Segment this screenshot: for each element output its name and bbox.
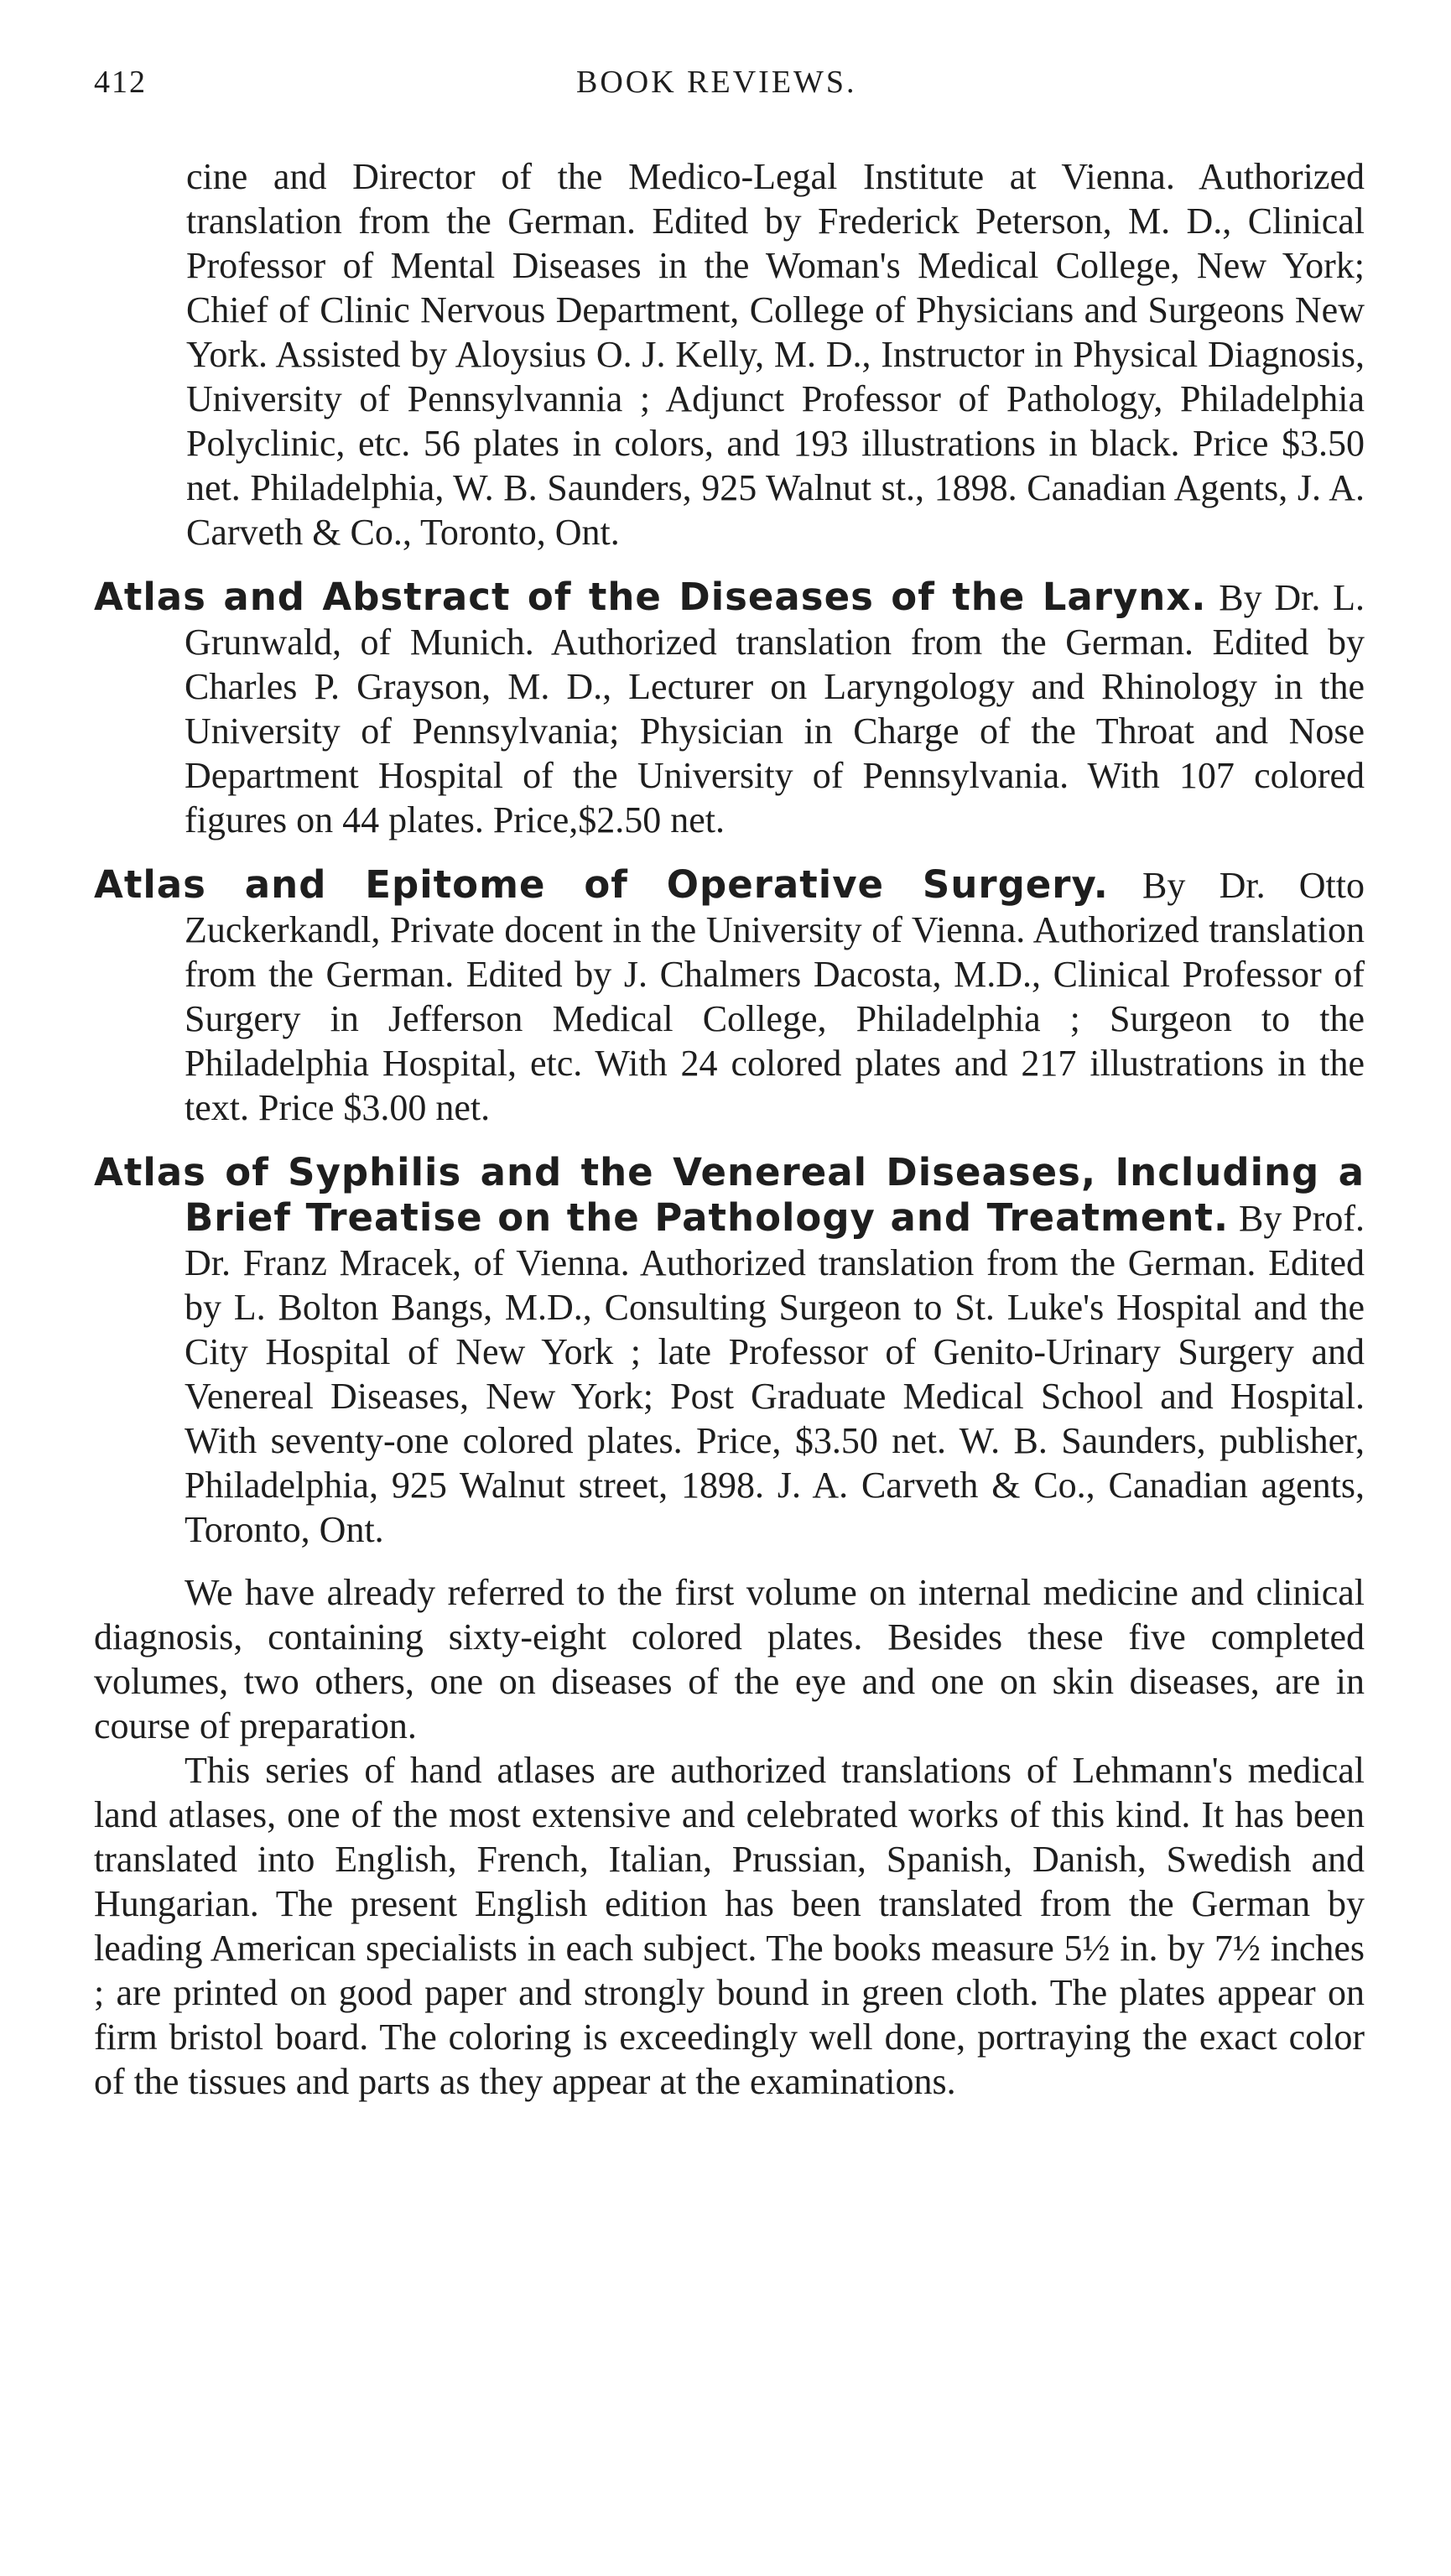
review-paragraph: This series of hand atlases are authorized translations of Lehmann's medical land atlases, one of the most extensive and celebrated works of this kind. It has been translated into English, French, Italian, Prussian, Spanish, Danish, Swedish and Hungarian. The present English edition has been translated from the German by leading American specialists in each subject. The books measure 5½ in. by 7½ inches ; are printed on good paper and strongly bound in green cloth. The plates appear on firm bristol board. The coloring is exceedingly well done, portraying the exact color of the tissues and parts as they appear at the examinations. [94,1750,1365,2102]
review-paragraph: We have already referred to the first volume on internal medicine and clinical diagnosis, containing sixty-eight colored plates. Besides these five completed volumes, two others, one on diseases of the eye and one on skin diseases, are in course of preparation. [94,1572,1365,1746]
page-number: 412 [94,65,147,100]
page-header [94,64,1369,114]
entry-text: By Prof. Dr. Franz Mracek, of Vienna. Authorized translation from the German. Edited by L. Bolton Bangs, M.D., Consulting Surgeon to St. Luke's Hospital and the City Hospital of New York ; late Professor of Genito-Urinary Surgery and Venereal Diseases, New York; Post Graduate Medical School and Hospital. With seventy-one colored plates. Price, $3.50 net. W. B. Saunders, publisher, Philadelphia, 925 Walnut street, 1898. J. A. Carveth & Co., Canadian agents, Toronto, Ont. [185,1198,1365,1550]
entry-title: Atlas and Epitome of Operative Surgery. [94,862,1109,907]
page-body [94,154,1365,2104]
entry-title: Atlas of Syphilis and the Venereal Diseases, Including a Brief Treatise on the Pathology and Treatment. [94,1150,1365,1240]
continued-entry-text: cine and Director of the Medico-Legal Institute at Vienna. Authorized translation from the German. Edited by Frederick Peterson, M. D., Clinical Professor of Mental Diseases in the Woman's Medical College, New York; Chief of Clinic Nervous Department, College of Physicians and Surgeons New York. Assisted by Aloysius O. J. Kelly, M. D., Instructor in Physical Diagnosis, University of Pennsylvannia ; Adjunct Professor of Pathology, Philadelphia Polyclinic, etc. 56 plates in colors, and 193 illustrations in black. Price $3.50 net. Philadelphia, W. B. Saunders, 925 Walnut st., 1898. Canadian Agents, J. A. Carveth & Co., Toronto, Ont. [186,156,1365,553]
running-head: BOOK REVIEWS. [576,65,857,100]
review-entry-syphilis [94,1150,1365,1552]
entry-text: By Dr. Otto Zuckerkandl, Private docent in the University of Vienna. Authorized translation from the German. Edited by J. Chalmers Dacosta, M.D., Clinical Professor of Surgery in Jefferson Medical College, Philadelphia ; Surgeon to the Philadelphia Hospital, etc. With 24 colored plates and 217 illustrations in the text. Price $3.00 net. [185,865,1365,1128]
review-entry-larynx [94,575,1365,842]
review-entry-surgery [94,862,1365,1130]
entry-title: Atlas and Abstract of the Diseases of the Larynx. [94,575,1207,619]
entry-text: By Dr. L. Grunwald, of Munich. Authorized translation from the German. Edited by Charles P. Grayson, M. D., Lecturer on Laryngology and Rhinology in the University of Pennsylvania; Physician in Charge of the Throat and Nose Department Hospital of the University of Pennsylvania. With 107 colored figures on 44 plates. Price,$2.50 net. [185,577,1365,840]
